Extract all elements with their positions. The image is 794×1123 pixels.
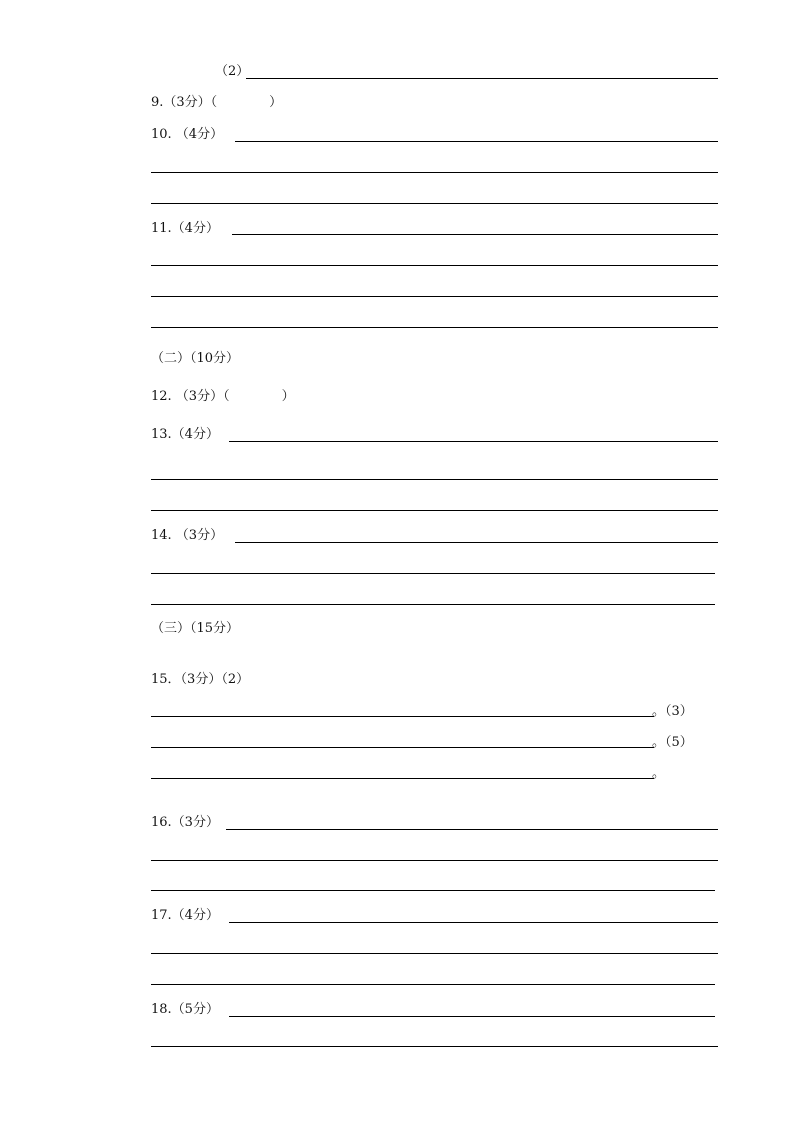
item-label-15-5: 。（5） [652,735,693,750]
answer-line[interactable] [229,1016,715,1017]
item-label-12: 12. （3分）（ ） [151,389,295,404]
answer-line[interactable] [151,327,718,328]
answer-line[interactable] [235,141,718,142]
item-label-18: 18.（5分） [151,1002,219,1017]
answer-line[interactable] [151,747,654,748]
answer-line[interactable] [151,296,718,297]
answer-line[interactable] [151,984,715,985]
section-heading-2: （二）（10分） [151,351,240,366]
item-label-9: 9.（3分）（ ） [151,95,283,110]
item-label-10: 10. （4分） [151,127,224,142]
item-label-16: 16.（3分） [151,815,219,830]
item-label-11: 11.（4分） [151,221,219,236]
item-label-17: 17.（4分） [151,908,219,923]
answer-line[interactable] [151,1046,718,1047]
answer-line[interactable] [151,716,654,717]
item-label-14: 14. （3分） [151,528,224,543]
answer-line[interactable] [151,479,718,480]
item-label-13: 13.（4分） [151,427,219,442]
answer-line[interactable] [232,234,718,235]
item-label-15-3: 。（3） [652,704,693,719]
answer-line[interactable] [151,172,718,173]
answer-line[interactable] [151,573,715,574]
answer-line[interactable] [151,510,718,511]
item-label-2: （2） [215,64,250,79]
item-label-15: 15．（3分）（2） [151,672,250,687]
item-label-15-end: 。 [652,766,666,781]
answer-line[interactable] [151,604,715,605]
answer-line[interactable] [151,265,718,266]
answer-line[interactable] [226,829,718,830]
answer-line[interactable] [151,778,654,779]
answer-line[interactable] [151,203,718,204]
answer-line[interactable] [235,542,718,543]
answer-line[interactable] [229,441,718,442]
section-heading-3: （三）（15分） [151,621,240,636]
answer-line[interactable] [229,922,718,923]
answer-line[interactable] [151,860,718,861]
answer-line[interactable] [151,890,715,891]
answer-line[interactable] [151,953,718,954]
answer-line[interactable] [246,78,718,79]
